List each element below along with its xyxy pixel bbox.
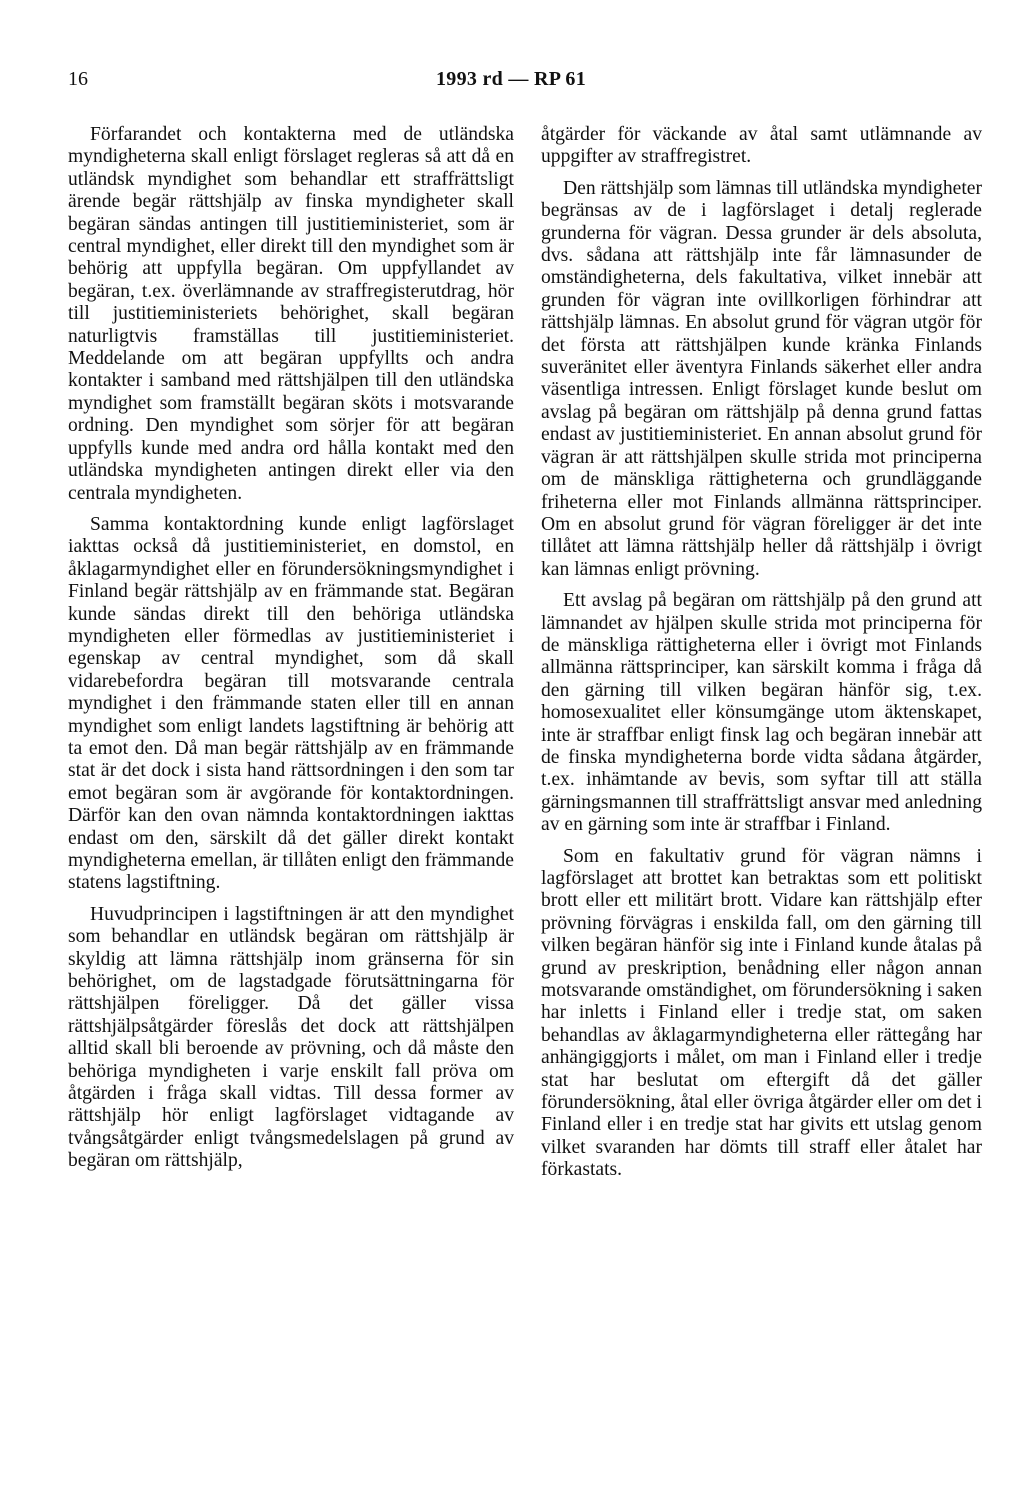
running-head: 1993 rd — RP 61 xyxy=(435,68,587,90)
paragraph: Som en fakultativ grund för vägran nämns i lagförslaget att brottet kan betraktas som ett politiskt brott eller ett militärt brott. Vidare kan rättshjälp efter prövning förvägras i enskilda fall, om den gärning till vilken begäran hänför sig inte i Finland kunde åtalas på grund av preskription, benådning eller någon annan motsvarande omständighet, om förundersökning i saken har inletts i Finland eller i tredje stat, om saken behandlas av åklagarmyndigheterna eller rättegång har anhängiggjorts i målet, om man i Finland eller i tredje stat har beslutat om eftergift då det gäller förundersökning, åtal eller övriga åtgärder eller om det i Finland eller i en tredje stat har givits ett utslag genom vilket svaranden har dömts till straff eller åtalet har förkastats. xyxy=(541,845,982,1181)
left-column xyxy=(68,124,514,1182)
paragraph: Den rättshjälp som lämnas till utländska myndigheter begränsas av de i lagförslaget i detalj reglerade grunderna för vägran. Dessa grunder är dels absoluta, dvs. sådana att rättshjälp inte får lämnasunder de omständigheterna, dels fakultativa, vilket innebär att grunden för vägran inte ovillkorligen förhindrar att rättshjälp lämnas. En absolut grund för vägran utgör för det första att rättshjälpen kunde kränka Finlands suveränitet eller äventyra Finlands säkerhet eller andra väsentliga intressen. Enligt förslaget kunde beslut om avslag på begäran om rättshjälp på denna grund fattas endast av justitieministeriet. En annan absolut grund för vägran är att rättshjälpen skulle strida mot principerna om de mänskliga rättigheterna och grundläggande friheterna eller mot Finlands allmänna rättsprinciper. Om en absolut grund för vägran föreligger är det inte tillåtet att lämna rättshjälp heller då rättshjälp i övrigt kan lämnas enligt prövning. xyxy=(541,177,983,580)
right-column xyxy=(541,124,982,1191)
paragraph: Förfarandet och kontakterna med de utländska myndigheterna skall enligt förslaget regleras så att då en utländsk myndighet som behandlar ett straffrättsligt ärende begär rättshjälp av finska myndigheter skall begäran sändas antingen till justitieministeriet, som är central myndighet, eller direkt till den myndighet som är behörig att uppfylla begäran. Om uppfyllandet av begäran, t.ex. överlämnande av straffregisterutdrag, hör till justitieministeriets behörighet, skall begäran naturligtvis framställas till justitieministeriet. Meddelande om att begäran uppfyllts och andra kontakter i samband med rättshjälpen till den utländska myndighet som framställt begäran sköts i motsvarande ordning. Den myndighet som sörjer för att begäran uppfylls kunde med andra ord hålla kontakt med den utländska myndigheten antingen direkt eller via den centrala myndigheten. xyxy=(68,124,514,504)
page-number: 16 xyxy=(68,68,88,90)
paragraph: Huvudprincipen i lagstiftningen är att den myndighet som behandlar en utländsk begäran om rättshjälp är skyldig att lämna rättshjälp inom gränserna för sin behörighet, om de lagstadgade förutsättningarna för rättshjälpen föreligger. Då det gäller vissa rättshjälpsåtgärder föreslås det dock att rättshjälpen alltid skall bli beroende av prövning, och då måste den behöriga myndigheten i varje enskilt fall pröva om åtgärden i fråga skall vidtas. Till dessa former av rättshjälp hör enligt lagförslaget vidtagande av tvångsåtgärder enligt tvångsmedelslagen på grund av begäran om rättshjälp, xyxy=(68,903,514,1172)
page-header xyxy=(68,68,954,98)
continuation-paragraph: åtgärder för väckande av åtal samt utlämnande av uppgifter av straffregistret. xyxy=(541,124,982,168)
paragraph: Samma kontaktordning kunde enligt lagförslaget iakttas också då justitieministeriet, en domstol, en åklagarmyndighet eller en förundersökningsmyndighet i Finland begär rättshjälp av en främmande stat. Begäran kunde sändas direkt till den behöriga utländska myndigheten eller förmedlas av justitieministeriet i egenskap av central myndighet, som då skall vidarebefordra begäran till motsvarande centrala myndighet i den främmande staten eller till en annan myndighet som enligt landets lagstiftning är behörig att ta emot den. Då man begär rättshjälp av en främmande stat är det dock i sista hand rättsordningen i den som tar emot begäran som är avgörande för kontaktordningen. Därför kan den ovan nämnda kontaktordningen iakttas endast om den, särskilt då det gäller direkt kontakt myndigheterna emellan, är tillåten enligt den främmande statens lagstiftning. xyxy=(68,513,514,894)
paragraph: Ett avslag på begäran om rättshjälp på den grund att lämnandet av hjälpen skulle strida mot principerna för de mänskliga rättigheterna eller i övrigt mot Finlands allmänna rättsprinciper, kan särskilt komma i fråga då den gärning till vilken begäran hänför sig, t.ex. homosexualitet eller könsumgänge utom äktenskapet, inte är straffbar enligt finsk lag och begäran innebär att de finska myndigheterna borde vidta sådana åtgärder, t.ex. inhämtande av bevis, som syftar till att ställa gärningsmannen till straffrättsligt ansvar med anledning av en gärning som inte är straffbar i Finland. xyxy=(541,590,982,836)
